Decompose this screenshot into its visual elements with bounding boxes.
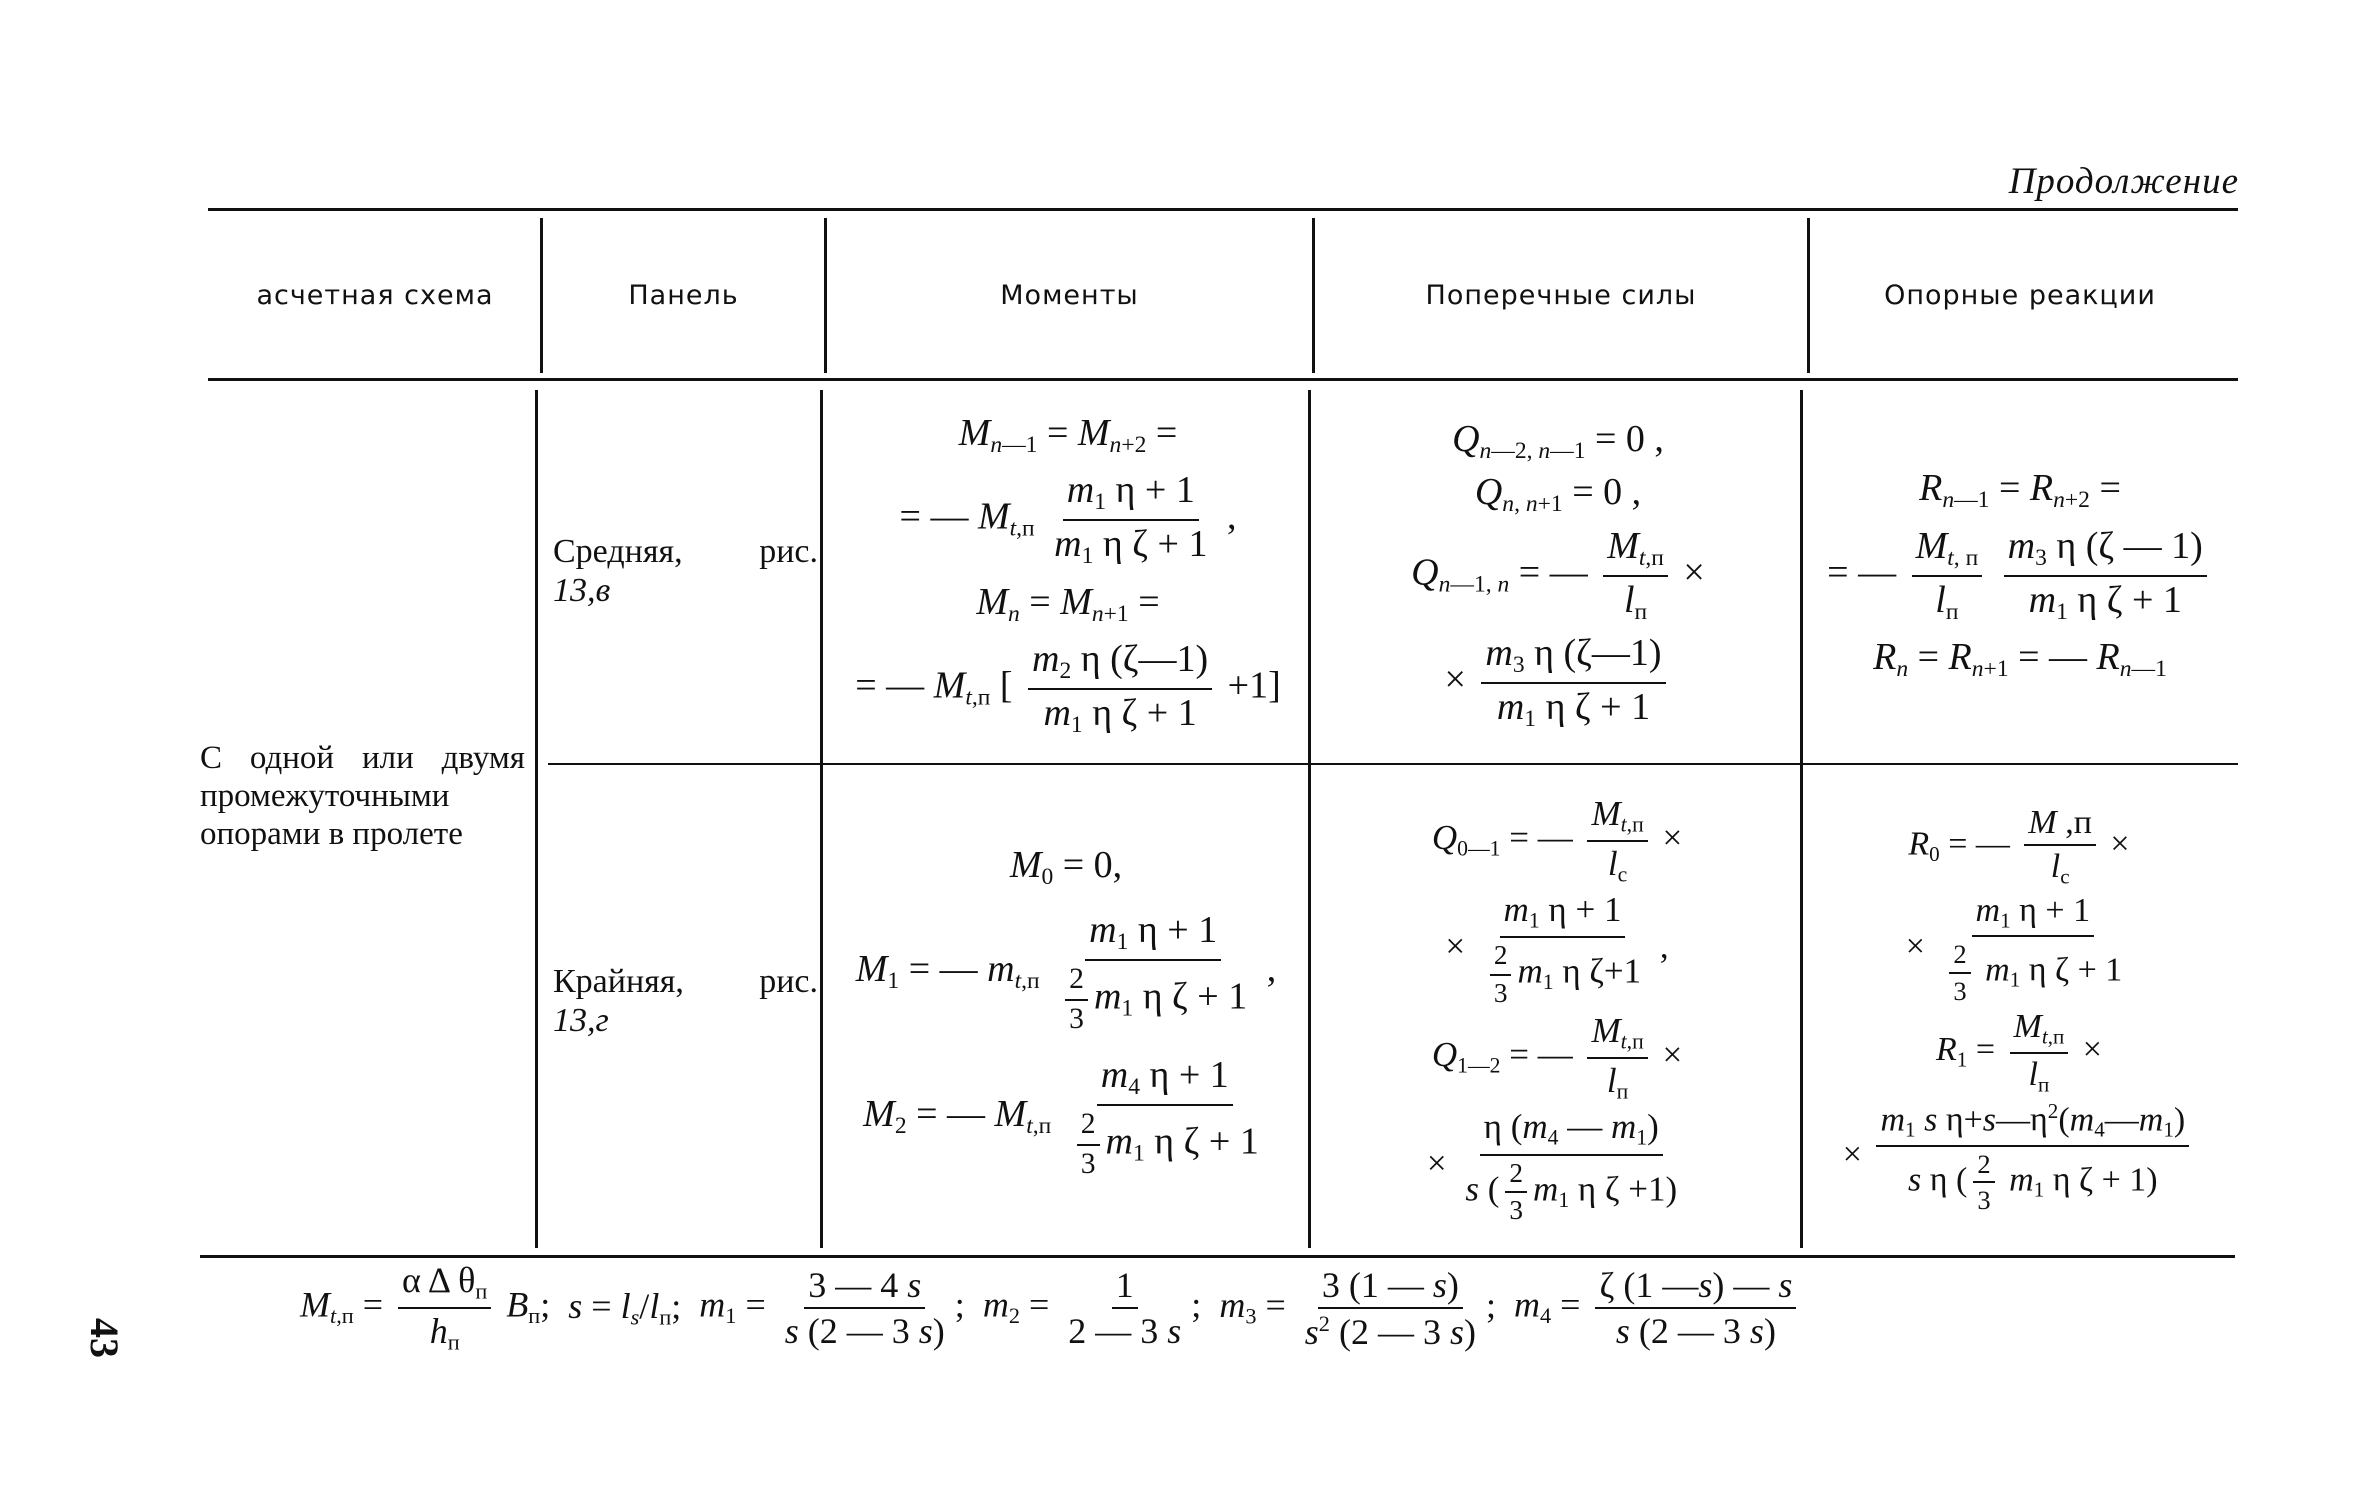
header-shear: Поперечные силы: [1425, 280, 1697, 311]
header-reactions: Опорные реакции: [1884, 280, 2156, 311]
panel-fig: 13,г: [553, 1002, 609, 1040]
table-bottom-rule: [200, 1255, 2235, 1258]
scheme-label: С одной или двумя промежуточными опорами в пролете: [200, 740, 525, 852]
shear-formula-middle: $Q_{n—2,}$ $_{n—1}$ = 0 , $Q_{n,}$ $_{n+1}$ = 0 , $Q_{n—1,}$ $_n$ = — $\frac{M_{t,п}}{l_п}$ × × $\frac{m_3 \eta (\zeta—1)}{m_1 \eta \zeta + 1}$: [1411, 417, 1705, 732]
col-rule-2-body: [820, 390, 823, 1248]
panel-word: Средняя,: [553, 533, 683, 570]
panel-fig: 13,в: [553, 572, 611, 610]
footer-definitions: $M_{t,п}$ = $\frac{\alpha \Delta \theta_п}{h_п}$ $B_п$; $s = l_s/l_п$; $m_1$ = $\frac{3 — 4 s}{s (2 — 3 s)}$ ; $m_2$ = $\frac{1}{2 — 3 s}$ ; $m_3$ = $\frac{3 (1 — s)}{s^2 (2 — 3 s)}$ ; $m_4$ = $\frac{\zeta (1 —s) — s}{s (2 — 3 s)}$: [300, 1262, 2150, 1354]
panel-ref: рис.: [759, 963, 818, 1000]
moments-formula-end: $M_0 = 0$, $M_1$ = — $m_{t,п}$ $m_1$ η + 1 $\frac{2}{3}$ $m_1$ η ζ + 1 , $M_2$ = — $M_{t,п}$ $m_4$ η + 1 $\frac{2}{3}$ $m_1$ η ζ + 1: [855, 843, 1277, 1180]
reactions-formula-middle: $R_{n—1} = R_{n+2}$ = = — $\frac{M_{t, п}}{l_п}$ $\frac{m_3 \eta (\zeta — 1)}{m_1 \eta \zeta + 1}$ $R_n = R_{n+1}$ = — $R_{n—1}$: [1804, 398, 2236, 753]
header-moments: Моменты: [1000, 280, 1139, 311]
continuation-caption: Продолжение: [2008, 161, 2239, 202]
panel-ref: рис.: [759, 533, 818, 570]
reactions-formula-end: $R_0$ = — $\frac{M ,п}{l_с}$ × × $m_1$ η + 1 $\frac{2}{3}$ $m_1$ η ζ + 1 $R_1$ = $\frac{M_{t,п}}{l_п}$ × × $m_1$ s $\eta+s—\eta^2(m_4—m_1)$ s η ( $\frac{2}{3}$ $m_1$ η ζ + 1): [1803, 770, 2235, 1250]
page-number: 43: [82, 1318, 127, 1358]
header-bottom-rule: [208, 378, 2238, 381]
panel-label-middle: [553, 532, 818, 610]
header-panel: Панель: [628, 280, 739, 311]
row-separator-rule: [548, 763, 2238, 765]
header-scheme: асчетная схема: [256, 280, 494, 311]
col-rule-1-body: [535, 390, 538, 1248]
panel-word: Крайняя,: [553, 963, 684, 1000]
moments-formula-middle: $M_{n—1} = M_{n+2}$ = = — $M_{t,п}$ $\frac{m_1 \eta + 1}{m_1 \eta \zeta + 1}$ , $M_n = M_{n+1}$ = = — $M_{t,п}$ [ $\frac{m_2 \eta (\zeta—1)}{m_1 \eta \zeta + 1}$ +1]: [855, 411, 1281, 738]
shear-formula-end: $Q_{0—1}$ = — $\frac{M_{t,п}}{l_с}$ × × $m_1$ η + 1 $\frac{2}{3}$ $m_1$ η ζ+1 , $Q_{1—2}$ = — $\frac{M_{t,п}}{l_п}$ × × η ($m_4$ — $m_1$) s ( $\frac{2}{3}$ $m_1$ η ζ +1): [1426, 793, 1683, 1225]
panel-label-end: [553, 962, 818, 1040]
table-top-rule: [208, 208, 2238, 211]
